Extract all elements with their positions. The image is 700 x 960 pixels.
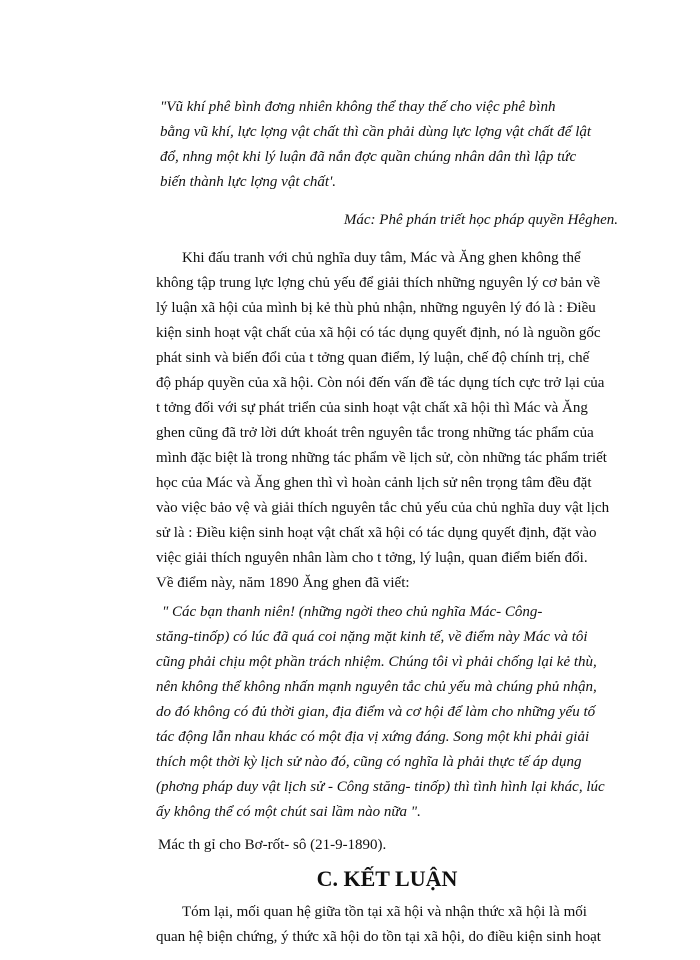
paragraph-line: Về điểm này, năm 1890 Ăng ghen đã viết: (156, 575, 410, 591)
paragraph-line: không tập trung lực lợng chủ yếu để giải thích những nguyên lý cơ bản về (156, 275, 601, 291)
quote2-line: thích một thời kỳ lịch sử nào đó, cũng có nghĩa là phải thực tế áp dụng (156, 754, 582, 770)
quote2-attribution: Mác th gỉ cho Bơ-rốt- sô (21-9-1890). (158, 837, 387, 853)
paragraph-line: lý luận xã hội của mình bị kẻ thù phủ nhận, những nguyên lý đó là : Điều (156, 300, 596, 316)
quote-block-1 (156, 95, 618, 195)
paragraph-line: độ pháp quyền của xã hội. Còn nói đến vấn đề tác dụng tích cực trở lại của (156, 375, 605, 391)
section-heading: C. KẾT LUẬN (316, 866, 458, 891)
quote1-attribution: Mác: Phê phán triết học pháp quyền Hêghen. (343, 212, 618, 228)
quote1-line: "Vũ khí phê bình đơng nhiên không thể thay thế cho việc phê bình (160, 99, 556, 115)
quote1-line: bằng vũ khí, lực lợng vật chất thì cần phải dùng lực lợng vật chất để lật (160, 124, 592, 140)
paragraph-line: học của Mác và Ăng ghen thì vì hoàn cảnh lịch sử nên trọng tâm đều đặt (156, 475, 592, 491)
paragraph-line: sử là : Điều kiện sinh hoạt vật chất xã hội có tác dụng quyết định, đặt vào (156, 525, 597, 541)
quote-block-2 (156, 600, 618, 825)
quote1-line: đổ, nhng một khi lý luận đã nắn đợc quần chúng nhân dân thì lập tức (160, 149, 577, 165)
quote2-line: stăng-tinốp) có lúc đã quá coi nặng mặt kinh tế, về điểm này Mác và tôi (156, 629, 588, 645)
paragraph-line: phát sinh và biến đổi của t tởng quan điểm, lý luận, chế độ chính trị, chế (156, 350, 590, 366)
conclusion-paragraph (156, 900, 618, 950)
paragraph-line: ghen cũng đã trở lời dứt khoát trên nguyên tắc trong những tác phẩm của (156, 425, 594, 441)
quote2-line: cũng phải chịu một phần trách nhiệm. Chúng tôi vì phải chống lại kẻ thù, (156, 654, 597, 670)
paragraph-line: việc giải thích nguyên nhân làm cho t tởng, lý luận, quan điểm biến đổi. (156, 550, 588, 566)
quote2-line: do đó không có đủ thời gian, địa điểm và cơ hội để làm cho những yếu tố (156, 704, 596, 720)
conclusion-line: Tóm lại, mối quan hệ giữa tồn tại xã hội và nhận thức xã hội là mối (182, 904, 587, 920)
paragraph-line: kiện sinh hoạt vật chất của xã hội có tác dụng quyết định, nó là nguồn gốc (156, 325, 601, 341)
quote2-line: tác động lẫn nhau khác có một địa vị xứng đáng. Song một khi phải giải (156, 729, 590, 745)
paragraph-line: vào việc bảo vệ và giải thích nguyên tắc chủ yếu của chủ nghĩa duy vật lịch (156, 500, 610, 516)
quote2-line: " Các bạn thanh niên! (những ngời theo chủ nghĩa Mác- Công- (162, 604, 543, 620)
paragraph-line: mình đặc biệt là trong những tác phẩm về lịch sử, còn những tác phẩm triết (156, 450, 607, 466)
quote2-line: ấy không thể có một chút sai lầm nào nữa ". (156, 804, 421, 820)
paragraph-line: t tởng đối với sự phát triển của sinh hoạt vật chất xã hội thì Mác và Ăng (156, 400, 588, 416)
document-body (156, 95, 618, 950)
quote1-line: biến thành lực lợng vật chất'. (160, 174, 337, 190)
body-paragraph (156, 246, 618, 596)
paragraph-line: Khi đấu tranh với chủ nghĩa duy tâm, Mác và Ăng ghen không thể (182, 250, 581, 266)
quote2-line: nên không thể không nhấn mạnh nguyên tắc chủ yếu mà chúng phủ nhận, (156, 679, 597, 695)
conclusion-line: quan hệ biện chứng, ý thức xã hội do tồn tại xã hội, do điều kiện sinh hoạt (156, 929, 601, 945)
quote2-line: (phơng pháp duy vật lịch sử - Công stăng- tinốp) thì tình hình lại khác, lúc (156, 779, 605, 795)
